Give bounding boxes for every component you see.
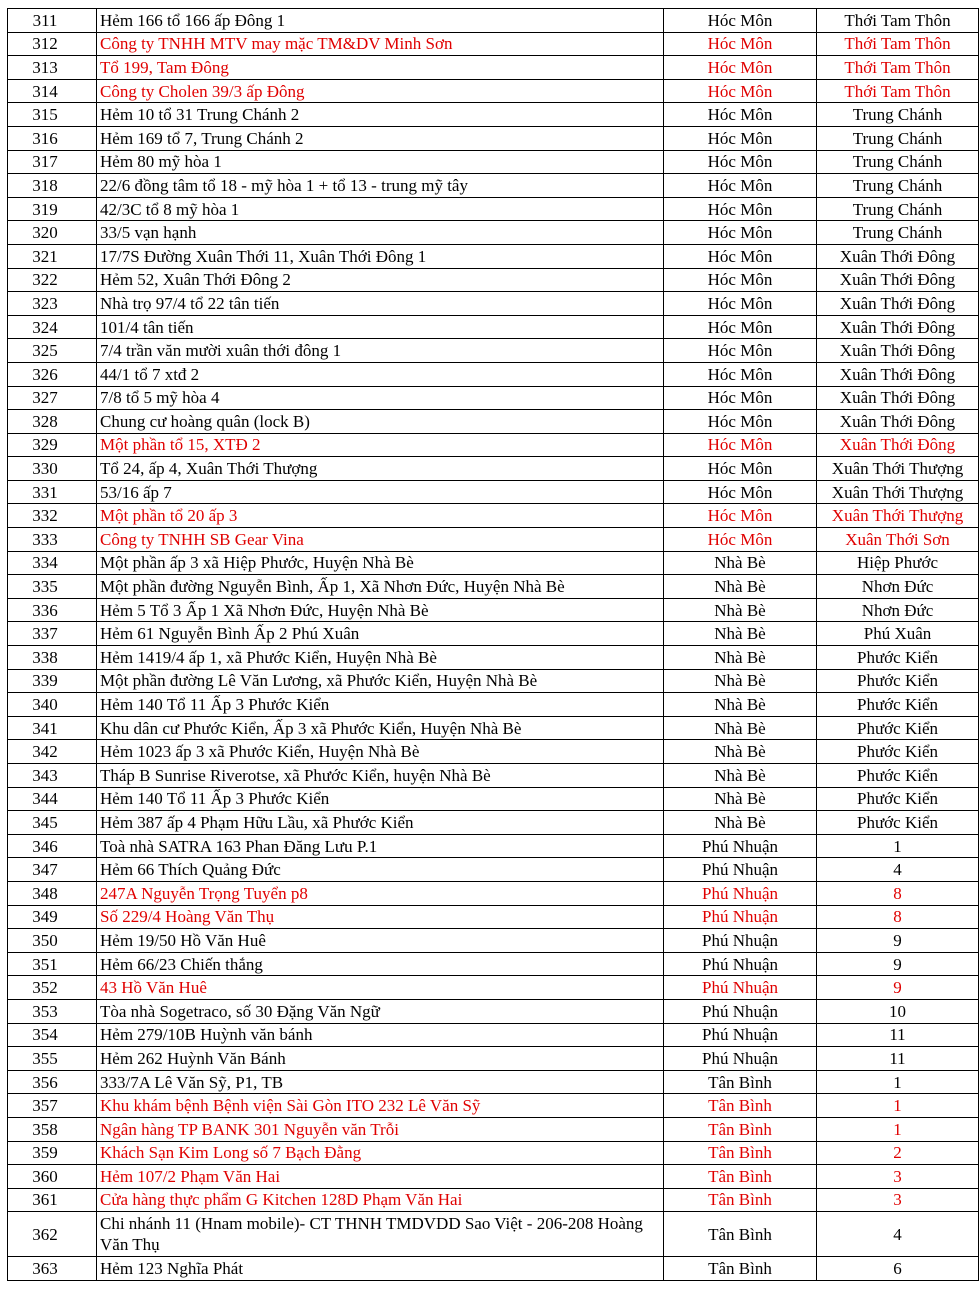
table-row [8,551,979,575]
address-table [7,8,979,1281]
address-cell: Khu khám bệnh Bệnh viện Sài Gòn ITO 232 Lê Văn Sỹ [97,1094,664,1118]
table-row [8,126,979,150]
table-row [8,1094,979,1118]
district-cell: Tân Bình [664,1117,817,1141]
row-number-cell: 355 [8,1047,97,1071]
district-cell: Phú Nhuận [664,999,817,1023]
table-row [8,740,979,764]
row-number-cell: 343 [8,764,97,788]
row-number-cell: 362 [8,1212,97,1257]
ward-cell: Xuân Thới Sơn [817,528,979,552]
table-row [8,339,979,363]
district-cell: Nhà Bè [664,622,817,646]
address-cell: Hẻm 66/23 Chiến thắng [97,952,664,976]
row-number-cell: 317 [8,150,97,174]
ward-cell: 1 [817,1094,979,1118]
ward-cell: Thới Tam Thôn [817,32,979,56]
address-cell: Hẻm 123 Nghĩa Phát [97,1257,664,1281]
table-row [8,669,979,693]
district-cell: Hóc Môn [664,480,817,504]
address-cell: Hẻm 61 Nguyễn Bình Ấp 2 Phú Xuân [97,622,664,646]
district-cell: Tân Bình [664,1188,817,1212]
table-row [8,292,979,316]
ward-cell: 2 [817,1141,979,1165]
ward-cell: Phước Kiển [817,764,979,788]
row-number-cell: 340 [8,693,97,717]
address-cell: Hẻm 140 Tổ 11 Ấp 3 Phước Kiển [97,693,664,717]
row-number-cell: 351 [8,952,97,976]
row-number-cell: 335 [8,575,97,599]
row-number-cell: 349 [8,905,97,929]
address-cell: Một phần tổ 15, XTĐ 2 [97,433,664,457]
table-row [8,362,979,386]
ward-cell: Phước Kiển [817,646,979,670]
address-cell: Công ty TNHH MTV may mặc TM&DV Minh Sơn [97,32,664,56]
table-row [8,268,979,292]
ward-cell: Xuân Thới Thượng [817,504,979,528]
district-cell: Phú Nhuận [664,952,817,976]
row-number-cell: 319 [8,197,97,221]
table-row [8,244,979,268]
row-number-cell: 323 [8,292,97,316]
district-cell: Hóc Môn [664,433,817,457]
ward-cell: 9 [817,952,979,976]
row-number-cell: 320 [8,221,97,245]
table-row [8,9,979,33]
address-cell: 53/16 ấp 7 [97,480,664,504]
table-row [8,598,979,622]
address-cell: Toà nhà SATRA 163 Phan Đăng Lưu P.1 [97,834,664,858]
ward-cell: Thới Tam Thôn [817,9,979,33]
row-number-cell: 339 [8,669,97,693]
row-number-cell: 342 [8,740,97,764]
address-cell: Hẻm 166 tổ 166 ấp Đông 1 [97,9,664,33]
table-row [8,315,979,339]
district-cell: Nhà Bè [664,740,817,764]
district-cell: Nhà Bè [664,669,817,693]
address-cell: Hẻm 5 Tổ 3 Ấp 1 Xã Nhơn Đức, Huyện Nhà Bè [97,598,664,622]
ward-cell: Xuân Thới Đông [817,268,979,292]
row-number-cell: 359 [8,1141,97,1165]
district-cell: Hóc Môn [664,197,817,221]
table-row [8,952,979,976]
ward-cell: Trung Chánh [817,174,979,198]
ward-cell: 9 [817,976,979,1000]
ward-cell: 1 [817,1117,979,1141]
table-row [8,103,979,127]
address-cell: Hẻm 387 ấp 4 Phạm Hữu Lầu, xã Phước Kiển [97,811,664,835]
row-number-cell: 344 [8,787,97,811]
ward-cell: 1 [817,834,979,858]
table-row [8,622,979,646]
address-cell: Hẻm 169 tổ 7, Trung Chánh 2 [97,126,664,150]
district-cell: Phú Nhuận [664,929,817,953]
ward-cell: 4 [817,858,979,882]
address-cell: Công ty TNHH SB Gear Vina [97,528,664,552]
address-cell: 101/4 tân tiến [97,315,664,339]
address-cell: Cửa hàng thực phẩm G Kitchen 128D Phạm Văn Hai [97,1188,664,1212]
district-cell: Hóc Môn [664,504,817,528]
ward-cell: 8 [817,881,979,905]
table-row [8,79,979,103]
address-cell: 42/3C tổ 8 mỹ hòa 1 [97,197,664,221]
ward-cell: 11 [817,1023,979,1047]
address-cell: Tòa nhà Sogetraco, số 30 Đặng Văn Ngữ [97,999,664,1023]
ward-cell: 1 [817,1070,979,1094]
ward-cell: 4 [817,1212,979,1257]
address-cell: Ngân hàng TP BANK 301 Nguyễn văn Trỗi [97,1117,664,1141]
row-number-cell: 326 [8,362,97,386]
ward-cell: 9 [817,929,979,953]
ward-cell: Xuân Thới Thượng [817,457,979,481]
table-row [8,1047,979,1071]
address-cell: Số 229/4 Hoàng Văn Thụ [97,905,664,929]
table-row [8,881,979,905]
row-number-cell: 345 [8,811,97,835]
ward-cell: Thới Tam Thôn [817,79,979,103]
row-number-cell: 325 [8,339,97,363]
row-number-cell: 356 [8,1070,97,1094]
table-row [8,999,979,1023]
district-cell: Hóc Môn [664,244,817,268]
ward-cell: Phước Kiển [817,693,979,717]
ward-cell: 3 [817,1165,979,1189]
address-cell: 7/8 tổ 5 mỹ hòa 4 [97,386,664,410]
ward-cell: Xuân Thới Đông [817,292,979,316]
address-cell: Hẻm 52, Xuân Thới Đông 2 [97,268,664,292]
row-number-cell: 334 [8,551,97,575]
table-row [8,480,979,504]
ward-cell: Phước Kiển [817,740,979,764]
district-cell: Nhà Bè [664,764,817,788]
row-number-cell: 330 [8,457,97,481]
table-row [8,150,979,174]
ward-cell: 10 [817,999,979,1023]
address-cell: Hẻm 1419/4 ấp 1, xã Phước Kiển, Huyện Nhà Bè [97,646,664,670]
table-row [8,811,979,835]
district-cell: Hóc Môn [664,528,817,552]
address-cell: Hẻm 140 Tổ 11 Ấp 3 Phước Kiển [97,787,664,811]
district-cell: Hóc Môn [664,79,817,103]
table-row [8,1257,979,1281]
table-row [8,528,979,552]
table-row [8,1070,979,1094]
address-cell: Tổ 199, Tam Đông [97,56,664,80]
address-cell: Hẻm 10 tổ 31 Trung Chánh 2 [97,103,664,127]
address-cell: Chung cư hoàng quân (lock B) [97,410,664,434]
table-row [8,386,979,410]
address-cell: Tổ 24, ấp 4, Xuân Thới Thượng [97,457,664,481]
address-cell: Tháp B Sunrise Riverotse, xã Phước Kiển, huyện Nhà Bè [97,764,664,788]
table-row [8,56,979,80]
district-cell: Nhà Bè [664,551,817,575]
address-cell: Một phần đường Nguyễn Bình, Ấp 1, Xã Nhơn Đức, Huyện Nhà Bè [97,575,664,599]
table-row [8,716,979,740]
table-row [8,174,979,198]
row-number-cell: 348 [8,881,97,905]
district-cell: Nhà Bè [664,811,817,835]
district-cell: Hóc Môn [664,150,817,174]
district-cell: Hóc Môn [664,268,817,292]
row-number-cell: 357 [8,1094,97,1118]
ward-cell: Xuân Thới Đông [817,362,979,386]
district-cell: Tân Bình [664,1165,817,1189]
district-cell: Nhà Bè [664,716,817,740]
table-row [8,1188,979,1212]
address-cell: 33/5 vạn hạnh [97,221,664,245]
address-cell: Một phần đường Lê Văn Lương, xã Phước Kiển, Huyện Nhà Bè [97,669,664,693]
address-cell: 44/1 tổ 7 xtđ 2 [97,362,664,386]
ward-cell: 3 [817,1188,979,1212]
district-cell: Nhà Bè [664,787,817,811]
row-number-cell: 327 [8,386,97,410]
row-number-cell: 333 [8,528,97,552]
district-cell: Hóc Môn [664,103,817,127]
table-row [8,858,979,882]
table-row [8,929,979,953]
row-number-cell: 360 [8,1165,97,1189]
address-cell: Hẻm 66 Thích Quảng Đức [97,858,664,882]
district-cell: Hóc Môn [664,126,817,150]
district-cell: Hóc Môn [664,56,817,80]
ward-cell: Xuân Thới Thượng [817,480,979,504]
district-cell: Hóc Môn [664,221,817,245]
table-row [8,504,979,528]
address-cell: Hẻm 262 Huỳnh Văn Bánh [97,1047,664,1071]
district-cell: Hóc Môn [664,339,817,363]
table-wrapper [7,8,979,1281]
address-cell: Một phần ấp 3 xã Hiệp Phước, Huyện Nhà Bè [97,551,664,575]
address-cell: 7/4 trần văn mười xuân thới đông 1 [97,339,664,363]
address-cell: Nhà trọ 97/4 tổ 22 tân tiến [97,292,664,316]
address-cell: Khu dân cư Phước Kiển, Ấp 3 xã Phước Kiển, Huyện Nhà Bè [97,716,664,740]
table-row [8,764,979,788]
district-cell: Nhà Bè [664,646,817,670]
address-cell: Hẻm 19/50 Hồ Văn Huê [97,929,664,953]
row-number-cell: 321 [8,244,97,268]
address-cell: Hẻm 107/2 Phạm Văn Hai [97,1165,664,1189]
district-cell: Nhà Bè [664,575,817,599]
ward-cell: Trung Chánh [817,126,979,150]
row-number-cell: 347 [8,858,97,882]
district-cell: Nhà Bè [664,598,817,622]
row-number-cell: 336 [8,598,97,622]
district-cell: Hóc Môn [664,292,817,316]
ward-cell: Thới Tam Thôn [817,56,979,80]
table-row [8,197,979,221]
table-row [8,1141,979,1165]
address-cell: Một phần tổ 20 ấp 3 [97,504,664,528]
ward-cell: Trung Chánh [817,103,979,127]
ward-cell: Phước Kiển [817,811,979,835]
district-cell: Hóc Môn [664,362,817,386]
ward-cell: Xuân Thới Đông [817,433,979,457]
row-number-cell: 353 [8,999,97,1023]
ward-cell: Trung Chánh [817,221,979,245]
ward-cell: Xuân Thới Đông [817,386,979,410]
table-row [8,32,979,56]
row-number-cell: 361 [8,1188,97,1212]
address-cell: Hẻm 1023 ấp 3 xã Phước Kiển, Huyện Nhà Bè [97,740,664,764]
district-cell: Tân Bình [664,1257,817,1281]
address-cell: Chi nhánh 11 (Hnam mobile)- CT THNH TMDVDD Sao Việt - 206-208 Hoàng Văn Thụ [97,1212,664,1257]
district-cell: Phú Nhuận [664,881,817,905]
ward-cell: Phước Kiển [817,716,979,740]
table-row [8,693,979,717]
address-cell: 17/7S Đường Xuân Thới 11, Xuân Thới Đông 1 [97,244,664,268]
row-number-cell: 311 [8,9,97,33]
district-cell: Hóc Môn [664,315,817,339]
row-number-cell: 322 [8,268,97,292]
address-cell: 247A Nguyễn Trọng Tuyển p8 [97,881,664,905]
row-number-cell: 314 [8,79,97,103]
row-number-cell: 312 [8,32,97,56]
row-number-cell: 341 [8,716,97,740]
district-cell: Phú Nhuận [664,834,817,858]
address-cell: Khách Sạn Kim Long số 7 Bạch Đằng [97,1141,664,1165]
ward-cell: Nhơn Đức [817,598,979,622]
address-cell: 22/6 đồng tâm tổ 18 - mỹ hòa 1 + tổ 13 - trung mỹ tây [97,174,664,198]
table-row [8,410,979,434]
address-cell: Công ty Cholen 39/3 ấp Đông [97,79,664,103]
ward-cell: Phước Kiển [817,669,979,693]
address-cell: 43 Hồ Văn Huê [97,976,664,1000]
district-cell: Phú Nhuận [664,1023,817,1047]
row-number-cell: 331 [8,480,97,504]
table-row [8,1165,979,1189]
table-row [8,787,979,811]
district-cell: Tân Bình [664,1141,817,1165]
table-row [8,575,979,599]
row-number-cell: 324 [8,315,97,339]
district-cell: Tân Bình [664,1070,817,1094]
address-cell: 333/7A Lê Văn Sỹ, P1, TB [97,1070,664,1094]
table-row [8,646,979,670]
address-cell: Hẻm 80 mỹ hòa 1 [97,150,664,174]
ward-cell: Phú Xuân [817,622,979,646]
row-number-cell: 352 [8,976,97,1000]
district-cell: Nhà Bè [664,693,817,717]
district-cell: Hóc Môn [664,174,817,198]
ward-cell: Xuân Thới Đông [817,339,979,363]
ward-cell: 6 [817,1257,979,1281]
district-cell: Hóc Môn [664,386,817,410]
district-cell: Phú Nhuận [664,1047,817,1071]
row-number-cell: 337 [8,622,97,646]
district-cell: Phú Nhuận [664,976,817,1000]
district-cell: Hóc Môn [664,9,817,33]
district-cell: Hóc Môn [664,457,817,481]
row-number-cell: 363 [8,1257,97,1281]
district-cell: Tân Bình [664,1212,817,1257]
table-row [8,1023,979,1047]
table-row [8,834,979,858]
row-number-cell: 329 [8,433,97,457]
table-row [8,433,979,457]
row-number-cell: 338 [8,646,97,670]
district-cell: Hóc Môn [664,410,817,434]
ward-cell: Hiệp Phước [817,551,979,575]
table-row [8,976,979,1000]
table-body [8,9,979,1281]
ward-cell: Nhơn Đức [817,575,979,599]
table-row [8,457,979,481]
row-number-cell: 315 [8,103,97,127]
row-number-cell: 332 [8,504,97,528]
row-number-cell: 316 [8,126,97,150]
row-number-cell: 313 [8,56,97,80]
row-number-cell: 328 [8,410,97,434]
ward-cell: Trung Chánh [817,197,979,221]
row-number-cell: 350 [8,929,97,953]
district-cell: Hóc Môn [664,32,817,56]
table-row [8,905,979,929]
row-number-cell: 346 [8,834,97,858]
table-row [8,1212,979,1257]
address-cell: Hẻm 279/10B Huỳnh văn bánh [97,1023,664,1047]
table-row [8,1117,979,1141]
ward-cell: Xuân Thới Đông [817,244,979,268]
row-number-cell: 358 [8,1117,97,1141]
ward-cell: Trung Chánh [817,150,979,174]
row-number-cell: 354 [8,1023,97,1047]
district-cell: Tân Bình [664,1094,817,1118]
ward-cell: 8 [817,905,979,929]
district-cell: Phú Nhuận [664,858,817,882]
ward-cell: Xuân Thới Đông [817,410,979,434]
ward-cell: 11 [817,1047,979,1071]
ward-cell: Phước Kiển [817,787,979,811]
district-cell: Phú Nhuận [664,905,817,929]
row-number-cell: 318 [8,174,97,198]
table-row [8,221,979,245]
ward-cell: Xuân Thới Đông [817,315,979,339]
